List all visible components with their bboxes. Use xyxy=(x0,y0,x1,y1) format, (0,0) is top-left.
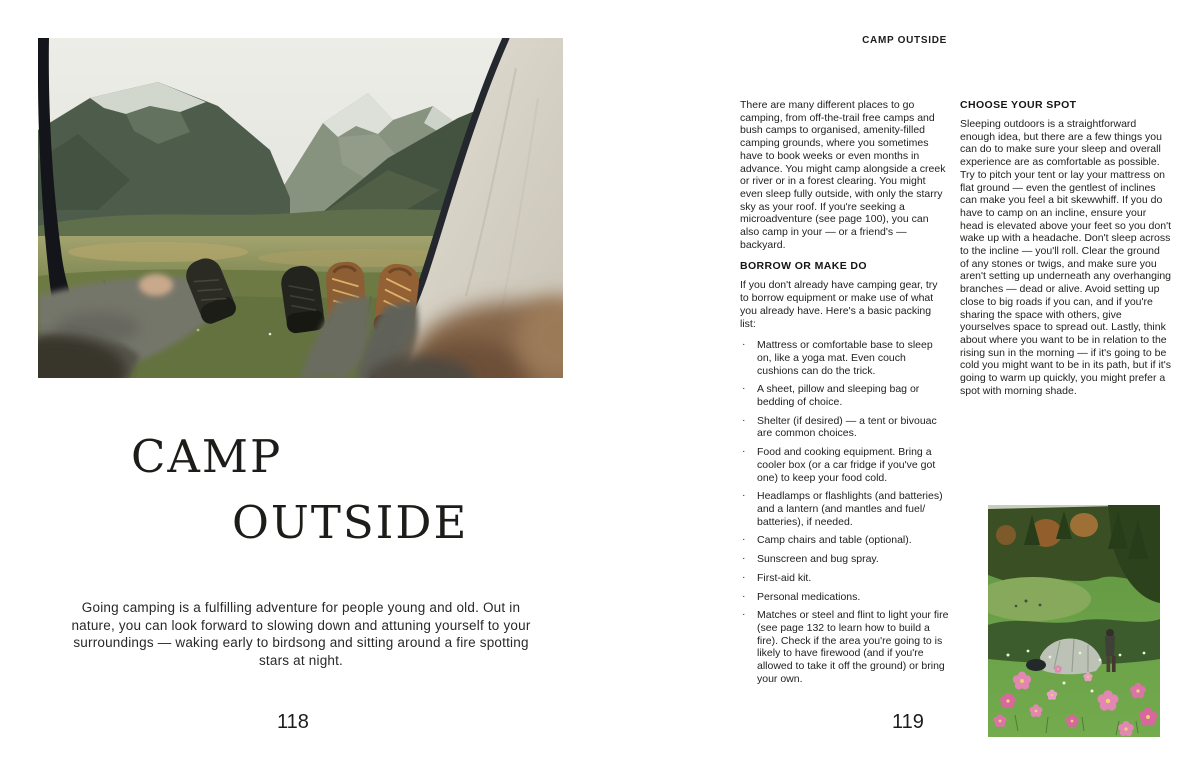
tent-view-photo xyxy=(38,38,563,378)
packing-list-item-text: Food and cooking equipment. Bring a cooler box (or a car fridge if you've got one) to keep your food cold. xyxy=(757,446,936,484)
packing-list-item-text: Headlamps or flashlights (and batteries) and a lantern (and mantles and fuel/ batteries), if needed. xyxy=(757,490,943,528)
packing-list-item xyxy=(740,415,949,440)
packing-list-item-text: Personal medications. xyxy=(757,590,861,603)
chapter-title-line2: OUTSIDE xyxy=(232,496,469,549)
packing-list-item-text: First-aid kit. xyxy=(757,571,812,584)
running-header: CAMP OUTSIDE xyxy=(862,35,947,46)
section-heading-borrow: BORROW OR MAKE DO xyxy=(740,260,867,273)
bullet-marker: · xyxy=(742,608,746,621)
bullet-marker: · xyxy=(742,570,746,583)
packing-list-item xyxy=(740,383,949,408)
packing-list-item xyxy=(740,534,949,547)
bullet-marker: · xyxy=(742,589,746,602)
chapter-title-line1: CAMP xyxy=(131,430,283,483)
bullet-marker: · xyxy=(742,413,746,426)
chapter-intro: Going camping is a fulfilling adventure for people young and old. Out in nature, you can look forward to slowing down and attuning yourself to your surroundings — waking early to birdsong and sitting around a fire spotting stars at night. xyxy=(71,600,531,668)
bullet-marker: · xyxy=(742,445,746,458)
packing-list-item xyxy=(740,553,949,566)
packing-list-item-text: A sheet, pillow and sleeping bag or bedding of choice. xyxy=(757,383,920,409)
packing-list-item xyxy=(740,339,949,377)
col1-intro-paragraph: There are many different places to go camping, from off-the-trail free camps and bush camps to organised, amenity-filled camping grounds, where you sometimes have to book weeks or even months in advance. You might camp alongside a creek or river or in a forest clearing. You might even sleep fully outside, with only the starry sky as your roof. If you're seeking a microadventure (see page 100), you can also camp in your — or a friend's — backyard. xyxy=(740,99,946,251)
packing-list-item-text: Sunscreen and bug spray. xyxy=(757,553,879,566)
packing-list-item xyxy=(740,446,949,484)
packing-list xyxy=(740,339,949,685)
column-1 xyxy=(740,99,949,691)
packing-list-item-text: Mattress or comfortable base to sleep on, like a yoga mat. Even couch cushions can do the trick. xyxy=(757,339,933,377)
bullet-marker: · xyxy=(742,533,746,546)
col2-body-paragraph: Sleeping outdoors is a straightforward enough idea, but there are a few things you can do to make sure your sleep and overall experience are as comfortable as possible. Try to pitch your tent or lay your mattress on flat ground — even the gentlest of inclines can make you feel a bit skewwhiff. If you do have to camp on an incline, ensure your head is elevated above your feet so you don't wake up with a headache. Don't sleep across to the incline — you'll roll. Clear the ground of any stones or twigs, and make sure you aren't setting up underneath any overhanging branches — dead or alive. Avoid setting up close to big roads if you can, and if you're sharing the space with others, give yourselves space to spread out. Lastly, think about where you want to be in relation to the rising sun in the morning — if it's going to be cold you might want to be in its path, but if it's going to warm up quickly, you might prefer a spot with morning shade. xyxy=(960,118,1171,397)
packing-list-item xyxy=(740,490,949,528)
bullet-marker: · xyxy=(742,489,746,502)
packing-list-item xyxy=(740,572,949,585)
packing-list-item-text: Shelter (if desired) — a tent or bivouac are common choices. xyxy=(757,414,937,440)
page-number-left: 118 xyxy=(277,711,309,733)
packing-list-item xyxy=(740,609,949,685)
col1-section-intro: If you don't already have camping gear, try to borrow equipment or make use of what you already have. Here's a basic packing list: xyxy=(740,279,938,330)
bullet-marker: · xyxy=(742,338,746,351)
packing-list-item-text: Camp chairs and table (optional). xyxy=(757,534,912,547)
packing-list-item xyxy=(740,591,949,604)
page-number-right: 119 xyxy=(892,711,924,733)
packing-list-item-text: Matches or steel and flint to light your fire (see page 132 to learn how to build a fire). Check if the area you're going to is likely to have firewood (and if you're allowed to take it off the ground) or bring your own. xyxy=(757,609,949,685)
meadow-camp-photo xyxy=(988,505,1160,737)
section-heading-choose: CHOOSE YOUR SPOT xyxy=(960,99,1077,111)
column-2 xyxy=(960,99,1171,406)
bullet-marker: · xyxy=(742,552,746,565)
bullet-marker: · xyxy=(742,382,746,395)
